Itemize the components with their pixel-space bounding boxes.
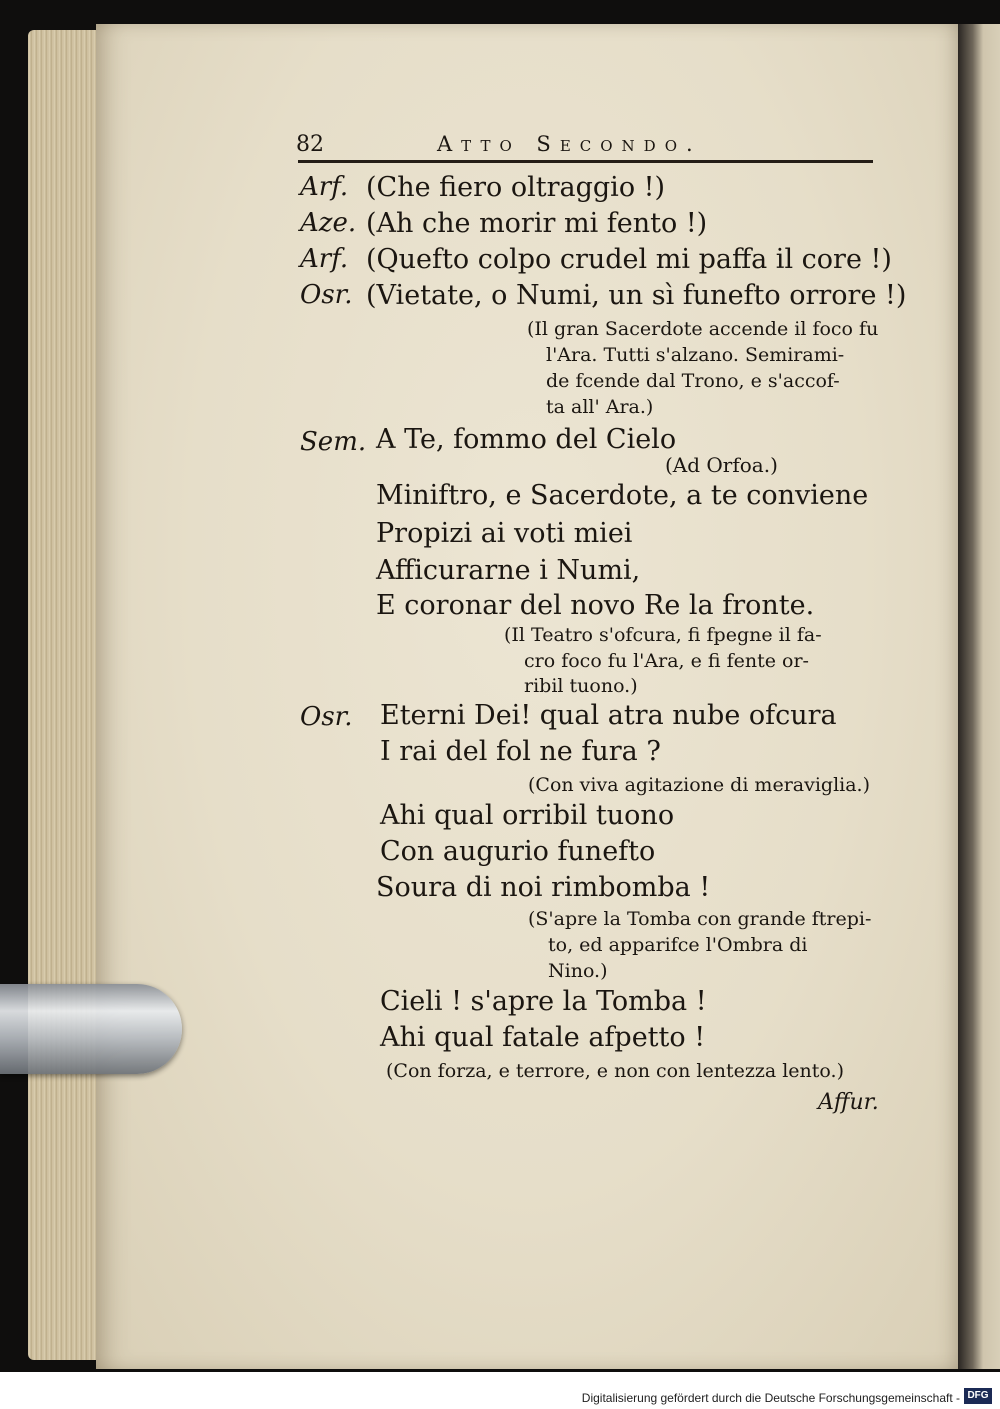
speaker-label: Aze. [300,208,357,238]
stage-direction-line: cro foco fu l'Ara, e fi fente or- [524,650,809,672]
verse-line: Ahi qual fatale afpetto ! [380,1022,706,1053]
verse-line: I rai del fol ne fura ? [380,736,661,767]
header-rule [298,160,873,163]
verse-line: (Vietate, o Numi, un sì funefto orrore !) [366,280,907,311]
aside-direction: (Con viva agitazione di meraviglia.) [528,774,871,796]
stage-direction-line: Nino.) [548,960,608,982]
aside-direction: (Ad Orfoa.) [665,453,778,477]
verse-line: (Ah che morir mi fento !) [366,208,708,239]
stage-direction-line: (Il gran Sacerdote accende il foco fu [527,318,879,340]
performance-direction: (Con forza, e terrore, e non con lentezza lento.) [386,1060,844,1082]
running-title: Atto Secondo. [437,132,702,156]
stage-direction-line: to, ed apparifce l'Ombra di [548,934,808,956]
verse-line: Afficurarne i Numi, [376,555,641,586]
verse-line: A Te, fommo del Cielo [376,424,677,455]
verse-line: (Quefto colpo crudel mi paffa il core !) [366,244,892,275]
speaker-label: Sem. [300,427,367,457]
stage-direction-line: de fcende dal Trono, e s'accof- [546,370,840,392]
stage-direction-line: ribil tuono.) [524,675,638,697]
speaker-label: Osr. [300,702,353,732]
speaker-label: Arf. [300,244,349,274]
stage-direction-line: l'Ara. Tutti s'alzano. Semirami- [546,344,845,366]
verse-line: Soura di noi rimbomba ! [376,872,711,903]
verse-line: Propizi ai voti miei [376,518,633,549]
speaker-label: Arf. [300,172,349,202]
verse-line: (Che fiero oltraggio !) [366,172,666,203]
verse-line: E coronar del novo Re la fronte. [376,590,815,621]
facing-page-gutter [958,24,1000,1369]
dfg-logo: DFG [964,1388,992,1404]
page-number: 82 [296,132,324,157]
catchword: Affur. [818,1090,879,1115]
verse-line: Miniftro, e Sacerdote, a te conviene [376,480,869,511]
page-holder-ruler [0,984,182,1074]
verse-line: Eterni Dei! qual atra nube ofcura [380,700,837,731]
verse-line: Cieli ! s'apre la Tomba ! [380,986,707,1017]
speaker-label: Osr. [300,280,353,310]
stage-direction-line: ta all' Ara.) [546,396,654,418]
verse-line: Ahi qual orribil tuono [380,800,675,831]
stage-direction-line: (S'apre la Tomba con grande ftrepi- [528,908,872,930]
digitization-credit: Digitalisierung gefördert durch die Deutsche Forschungsgemeinschaft - [581,1391,960,1405]
verse-line: Con augurio funefto [380,836,656,867]
stage-direction-line: (Il Teatro s'ofcura, fi fpegne il fa- [504,624,822,646]
